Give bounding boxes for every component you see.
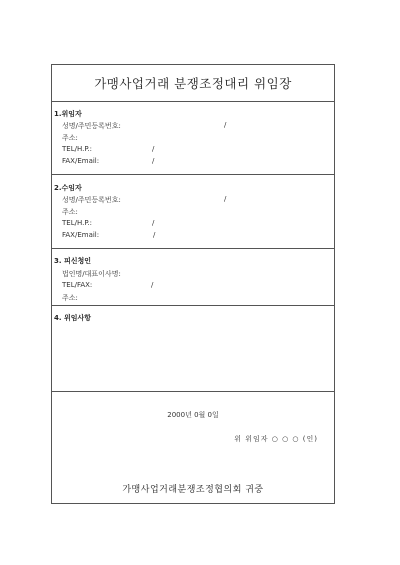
delegatee-tel-separator: / <box>152 219 155 227</box>
signature-area <box>52 392 334 504</box>
respondent-address-label: 주소: <box>62 294 78 302</box>
delegator-address-label: 주소: <box>62 134 78 142</box>
delegator-name-separator: / <box>224 121 227 129</box>
respondent-heading: 3. 피신청인 <box>54 257 92 265</box>
form-title: 가맹사업거래 분쟁조정대리 위임장 <box>52 65 334 102</box>
delegatee-name-separator: / <box>224 195 227 203</box>
date-line: 2000년 0월 0일 <box>167 411 219 419</box>
delegator-fax-separator: / <box>152 157 155 165</box>
delegator-signature: 위 위임자 ○ ○ ○ (인) <box>234 435 318 443</box>
delegator-tel-label: TEL/H.P.: <box>62 145 93 153</box>
respondent-telfax-separator: / <box>151 281 154 289</box>
respondent-corp-label: 법인명/대표이사명: <box>62 270 121 278</box>
delegatee-section <box>52 175 334 249</box>
delegatee-address-label: 주소: <box>62 208 78 216</box>
delegatee-heading: 2.수임자 <box>54 184 82 192</box>
delegator-name-label: 성명/주민등록번호: <box>62 122 121 130</box>
respondent-section <box>52 249 334 306</box>
delegator-fax-label: FAX/Email: <box>62 157 100 165</box>
delegator-heading: 1.위임자 <box>54 110 82 118</box>
delegator-tel-separator: / <box>152 145 155 153</box>
delegatee-name-label: 성명/주민등록번호: <box>62 196 121 204</box>
addressee-line: 가맹사업거래분쟁조정협의회 귀중 <box>122 485 264 495</box>
delegatee-tel-label: TEL/H.P.: <box>62 219 93 227</box>
delegator-section <box>52 102 334 175</box>
mandate-form <box>51 64 335 504</box>
delegatee-fax-label: FAX/Email: <box>62 231 100 239</box>
mandate-section <box>52 306 334 392</box>
delegatee-fax-separator: / <box>153 231 156 239</box>
respondent-telfax-label: TEL/FAX: <box>62 281 93 289</box>
mandate-heading: 4. 위임사항 <box>54 314 92 322</box>
